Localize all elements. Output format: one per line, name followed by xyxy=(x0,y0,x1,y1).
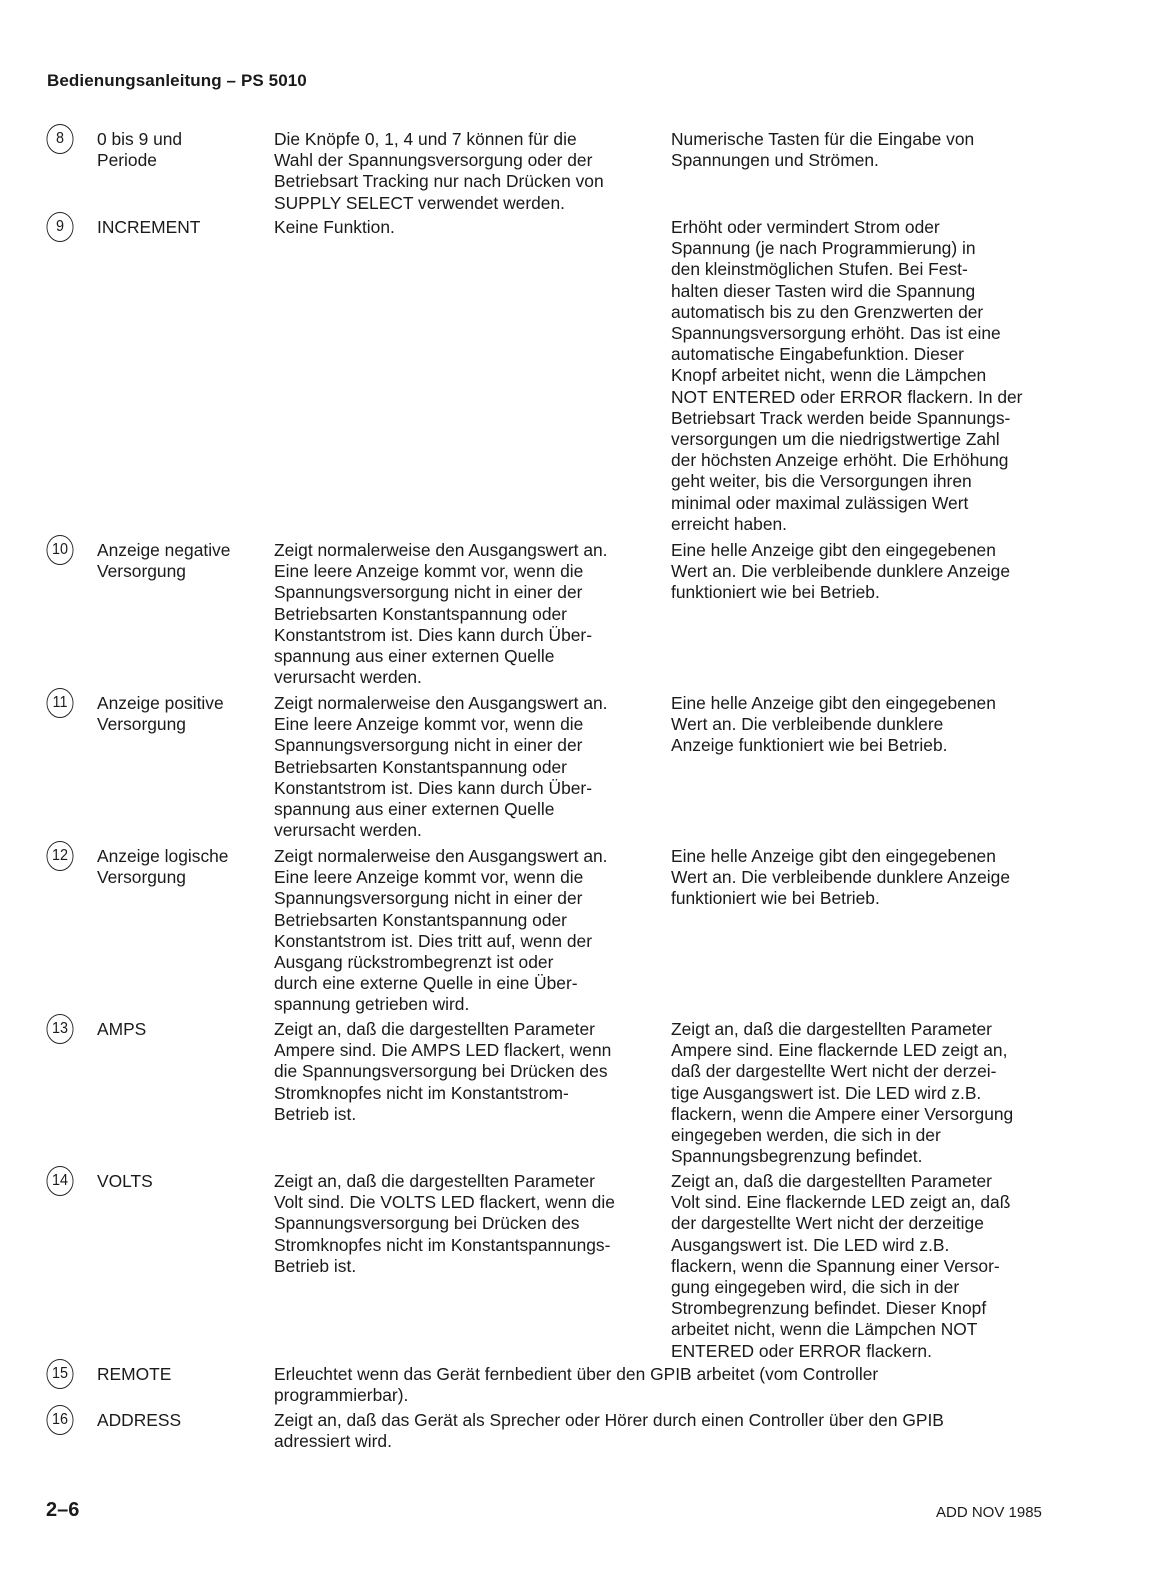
operation-description: Zeigt an, daß die dargestellten Parameter Volt sind. Die VOLTS LED flackert, wenn die Spannungsversorgung bei Drücken des Stromknopfes nicht im Konstantspannungs- Betrieb ist. xyxy=(274,1171,615,1276)
item-number-badge: 12 xyxy=(47,841,74,871)
combined-description: Zeigt an, daß das Gerät als Sprecher oder Hörer durch einen Controller über den GPIB adressiert wird. xyxy=(274,1410,944,1452)
item-number-badge: 14 xyxy=(47,1166,74,1196)
operation-description: Zeigt an, daß die dargestellten Parameter Ampere sind. Die AMPS LED flackert, wenn die Spannungsversorgung bei Drücken des Stromknopfes nicht im Konstantstrom- Betrieb ist. xyxy=(274,1019,612,1124)
programming-description: Eine helle Anzeige gibt den eingegebenen Wert an. Die verbleibende dunklere Anzeige funktioniert wie bei Betrieb. xyxy=(671,846,1011,909)
combined-description: Erleuchtet wenn das Gerät fernbedient über den GPIB arbeitet (vom Controller programmierbar). xyxy=(274,1364,879,1406)
item-label: Anzeige logische Versorgung xyxy=(97,846,229,888)
operation-description: Zeigt normalerweise den Ausgangswert an. Eine leere Anzeige kommt vor, wenn die Spannungsversorgung nicht in einer der Betriebsarten Konstantspannung oder Konstantstrom ist. Dies tritt auf, wenn der Ausgang rückstrombegrenzt ist oder durch eine externe Quelle in eine Über- spannung getrieben wird. xyxy=(274,846,608,1015)
programming-description: Zeigt an, daß die dargestellten Parameter Ampere sind. Eine flackernde LED zeigt an, daß der dargestellte Wert nicht der derzei- tige Ausgangswert ist. Die LED wird z.B. flackern, wenn die Ampere einer Versorgung eingegeben werden, die sich in der Spannungsbegrenzung befindet. xyxy=(671,1019,1014,1167)
item-label: Anzeige positive Versorgung xyxy=(97,693,224,735)
item-label: Anzeige negative Versorgung xyxy=(97,540,231,582)
page-title: Bedienungsanleitung – PS 5010 xyxy=(47,71,307,90)
programming-description: Zeigt an, daß die dargestellten Parameter Volt sind. Eine flackernde LED zeigt an, daß der dargestellte Wert nicht der derzeitige Ausgangswert ist. Die LED wird z.B. flackern, wenn die Spannung einer Versor- gung eingegeben wird, die sich in der Strombegrenzung befindet. Dieser Knopf arbeitet nicht, wenn die Lämpchen NOT ENTERED oder ERROR flackern. xyxy=(671,1171,1011,1361)
item-label: INCREMENT xyxy=(97,217,201,237)
programming-description: Eine helle Anzeige gibt den eingegebenen Wert an. Die verbleibende dunklere Anzeige funktioniert wie bei Betrieb. xyxy=(671,693,996,756)
operation-description: Die Knöpfe 0, 1, 4 und 7 können für die Wahl der Spannungsversorgung oder der Betriebsart Tracking nur nach Drücken von SUPPLY SELECT verwendet werden. xyxy=(274,129,604,213)
item-label: AMPS xyxy=(97,1019,147,1039)
item-label: 0 bis 9 und Periode xyxy=(97,129,183,171)
operation-description: Zeigt normalerweise den Ausgangswert an. Eine leere Anzeige kommt vor, wenn die Spannungsversorgung nicht in einer der Betriebsarten Konstantspannung oder Konstantstrom ist. Dies kann durch Über- spannung aus einer externen Quelle verursacht werden. xyxy=(274,540,608,688)
item-label: VOLTS xyxy=(97,1171,153,1191)
programming-description: Erhöht oder vermindert Strom oder Spannung (je nach Programmierung) in den kleinstmöglichen Stufen. Bei Fest- halten dieser Tasten wird die Spannung automatisch bis zu den Grenzwerten der Spannungsversorgung erhöht. Das ist eine automatische Eingabefunktion. Dieser Knopf arbeitet nicht, wenn die Lämpchen NOT ENTERED oder ERROR flackern. In der Betriebsart Track werden beide Spannungs- versorgungen um die niedrigstwertige Zahl der höchsten Anzeige erhöht. Die Erhöhung geht weiter, bis die Versorgungen ihren minimal oder maximal zulässigen Wert erreicht haben. xyxy=(671,217,1023,534)
programming-description: Numerische Tasten für die Eingabe von Spannungen und Strömen. xyxy=(671,129,975,171)
item-number-badge: 8 xyxy=(47,124,74,154)
programming-description: Eine helle Anzeige gibt den eingegebenen Wert an. Die verbleibende dunklere Anzeige funktioniert wie bei Betrieb. xyxy=(671,540,1011,603)
item-label: ADDRESS xyxy=(97,1410,182,1430)
operation-description: Zeigt normalerweise den Ausgangswert an. Eine leere Anzeige kommt vor, wenn die Spannungsversorgung nicht in einer der Betriebsarten Konstantspannung oder Konstantstrom ist. Dies kann durch Über- spannung aus einer externen Quelle verursacht werden. xyxy=(274,693,608,841)
operation-description: Keine Funktion. xyxy=(274,217,395,237)
revision-date: ADD NOV 1985 xyxy=(936,1504,1042,1521)
item-number-badge: 16 xyxy=(47,1405,74,1435)
item-number-badge: 11 xyxy=(47,688,74,718)
item-number-badge: 9 xyxy=(47,212,74,242)
item-number-badge: 15 xyxy=(47,1359,74,1389)
item-number-badge: 10 xyxy=(47,535,74,565)
item-label: REMOTE xyxy=(97,1364,172,1384)
item-number-badge: 13 xyxy=(47,1014,74,1044)
page-number: 2–6 xyxy=(46,1499,80,1521)
